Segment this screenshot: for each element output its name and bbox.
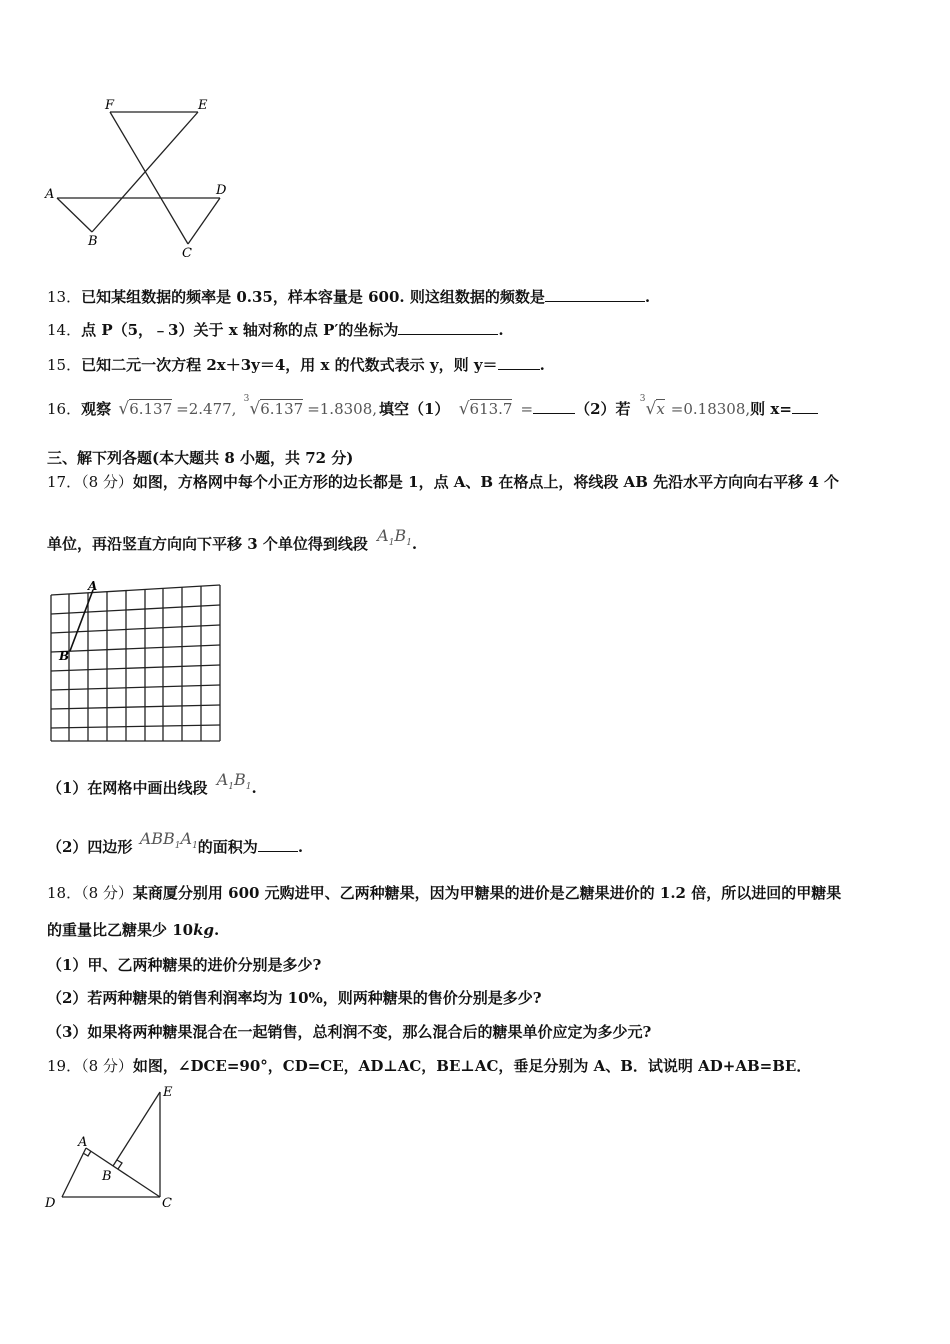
equals-sign: =	[520, 400, 534, 418]
segment-a1b1: $A_1B_1$	[216, 770, 252, 793]
question-17-line-2	[47, 526, 418, 561]
question-number: 17．	[47, 473, 82, 491]
answer-blank[interactable]	[398, 319, 498, 335]
observe-label: 观察	[81, 400, 112, 418]
section-title: 三、解下列各题(本大题共 8 小题，共 72 分)	[47, 449, 354, 467]
question-text: 已知二元一次方程 2x＋3y＝4，用 x 的代数式表示 y，则 y＝	[81, 356, 498, 374]
question-text: 如图，∠DCE=90°，CD=CE，AD⊥AC，BE⊥AC，垂足分别为 A、B．试说明 AD+AB=BE．	[132, 1057, 812, 1075]
unit-kg: kg	[193, 921, 214, 939]
label-a: A	[45, 187, 55, 202]
segment-ab	[57, 198, 92, 232]
period: .	[498, 321, 504, 339]
period: .	[251, 779, 257, 797]
answer-blank[interactable]	[258, 836, 298, 852]
label-e: E	[163, 1085, 173, 1100]
question-number: 18．	[47, 884, 82, 902]
question-score: （8 分）	[81, 1057, 133, 1075]
grid-label-a: A	[88, 579, 98, 593]
radicand-x: x	[656, 400, 665, 418]
question-text: 点 P（5，﹣3）关于 x 轴对称的点 P′的坐标为	[81, 321, 399, 339]
grid-label-b: B	[59, 649, 70, 663]
sub-question-text: （1）甲、乙两种糖果的进价分别是多少?	[47, 956, 322, 974]
radicand-1: 6.137	[129, 400, 173, 418]
answer-blank[interactable]	[498, 354, 540, 370]
question-text: 的重量比乙糖果少 10	[47, 921, 194, 939]
right-angle-mark-b	[117, 1160, 122, 1169]
sqrt-expression-1: √6.137	[118, 399, 173, 419]
answer-blank-1[interactable]	[533, 398, 575, 414]
value-1: =2.477,	[176, 400, 237, 418]
label-e: E	[198, 98, 208, 113]
question-13	[47, 286, 650, 307]
question-18-line-2	[47, 920, 219, 940]
answer-blank-2[interactable]	[792, 398, 818, 414]
label-b: B	[88, 234, 98, 249]
value-3: =0.18308,	[670, 400, 751, 418]
question-text: 单位，再沿竖直方向向下平移 3 个单位得到线段	[47, 535, 368, 553]
segment-ac	[86, 1148, 160, 1197]
question-score: （8 分）	[81, 473, 133, 491]
label-f: F	[105, 98, 115, 113]
sub-question-text: 的面积为	[197, 838, 258, 856]
root-index: 3	[243, 394, 250, 404]
question-text: 如图，方格网中每个小正方形的边长都是 1，点 A、B 在格点上，将线段 AB 先沿水平方向向右平移 4 个	[132, 473, 839, 491]
answer-blank[interactable]	[545, 286, 645, 302]
part2-label: （2）若	[575, 400, 631, 418]
quadrilateral-abb1a1: $ABB_1A_1$	[139, 829, 198, 852]
question-18-sub-2	[47, 988, 542, 1008]
question-18-line-1	[47, 883, 841, 903]
segment-be	[113, 1092, 160, 1166]
cbrt-expression-1: $^3$√6.137	[243, 394, 304, 419]
label-d: D	[45, 1196, 56, 1211]
question-text: 已知某组数据的频率是 0.35，样本容量是 600. 则这组数据的频数是	[81, 288, 545, 306]
period: .	[214, 921, 220, 939]
then-label: 则 x=	[750, 400, 792, 418]
sqrt-expression-2: √613.7	[458, 399, 513, 419]
value-2: =1.8308,	[307, 400, 378, 418]
segment-fc	[110, 112, 188, 244]
sub-question-text: （1）在网格中画出线段	[47, 779, 208, 797]
question-number: 14．	[47, 321, 82, 339]
radicand-3: 613.7	[469, 400, 513, 418]
radicand-2: 6.137	[260, 400, 304, 418]
period: .	[297, 838, 304, 856]
question-number: 19．	[47, 1057, 82, 1075]
question-18-sub-1	[47, 955, 321, 975]
question-number: 13．	[47, 288, 82, 306]
question-number: 16．	[47, 400, 82, 418]
segment-a1b1: $A_1B_1$	[377, 526, 412, 549]
sub-question-text: （2）若两种糖果的销售利润率均为 10%，则两种糖果的售价分别是多少?	[47, 989, 542, 1007]
label-c: C	[162, 1196, 172, 1211]
question-score: （8 分）	[81, 884, 133, 902]
segment-ab	[70, 590, 93, 651]
period: .	[539, 356, 545, 374]
section-heading	[47, 448, 353, 468]
question-14	[47, 319, 504, 340]
question-text: 某商厦分别用 600 元购进甲、乙两种糖果，因为甲糖果的进价是乙糖果进价的 1.2 倍，所以进回的甲糖果	[132, 884, 842, 902]
sub-question-text: （2）四边形	[47, 838, 133, 856]
segment-ad	[62, 1148, 86, 1197]
figure-triangles-fedabc	[40, 92, 240, 262]
segment-dc	[188, 198, 220, 244]
label-a: A	[78, 1135, 88, 1150]
period: .	[411, 535, 418, 553]
question-17-line-1	[47, 472, 839, 492]
root-index: 3	[639, 394, 646, 404]
label-c: C	[182, 246, 192, 261]
label-d: D	[216, 183, 227, 198]
question-19	[47, 1056, 811, 1076]
cbrt-expression-2: $^3$√x	[639, 394, 665, 419]
question-15	[47, 354, 545, 375]
label-b: B	[102, 1169, 112, 1184]
question-17-sub-1	[47, 770, 257, 805]
question-number: 15．	[47, 356, 82, 374]
question-18-sub-3	[47, 1022, 651, 1042]
sub-question-text: （3）如果将两种糖果混合在一起销售，总利润不变，那么混合后的糖果单价应定为多少元?	[47, 1023, 652, 1041]
figure-right-angle-triangles	[40, 1082, 190, 1214]
question-17-sub-2	[47, 829, 304, 864]
fill-label: 填空（1）	[379, 400, 450, 418]
question-16	[47, 396, 818, 426]
period: .	[644, 288, 651, 306]
grid-figure	[46, 578, 231, 748]
